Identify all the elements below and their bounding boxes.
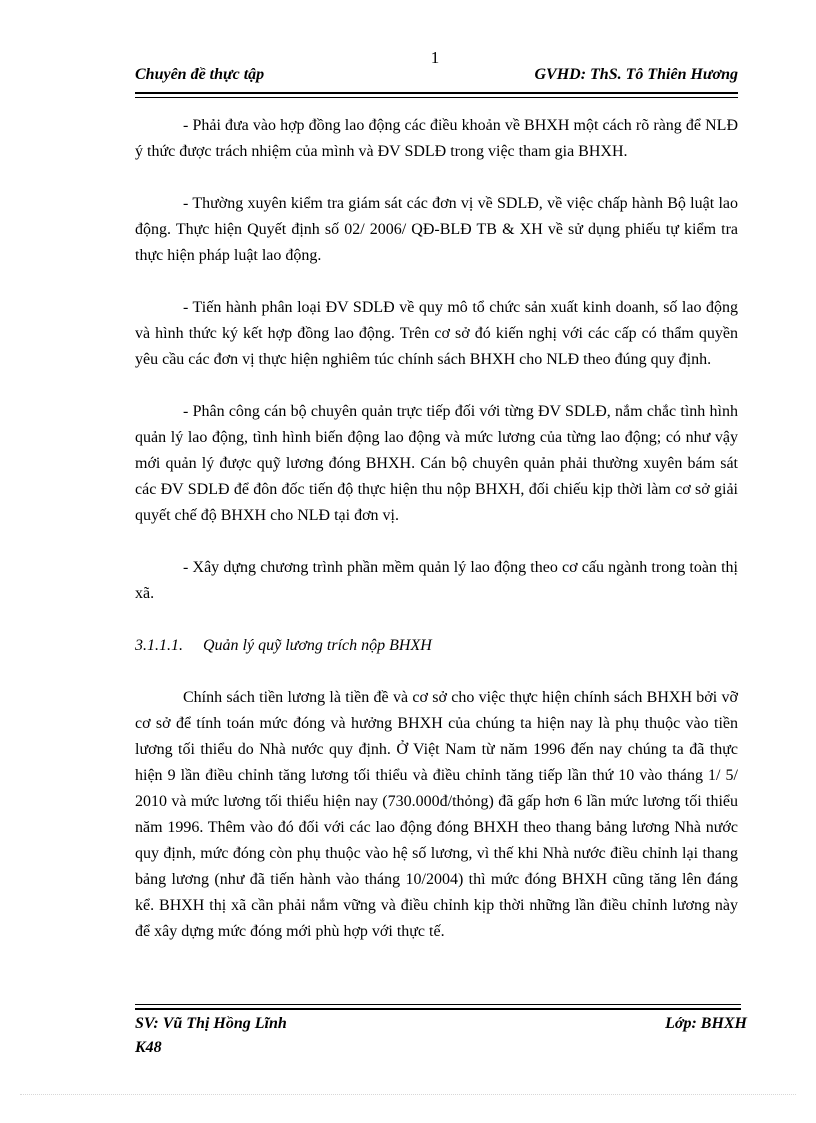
header-divider	[135, 92, 738, 98]
body-paragraph-1: - Phải đưa vào hợp đồng lao động các điều khoản về BHXH một cách rõ ràng để NLĐ ý thức được trách nhiệm của mình và ĐV SDLĐ trong việc tham gia BHXH.	[135, 117, 738, 160]
footer-class: Lớp: BHXH	[665, 1015, 747, 1032]
footer-divider	[135, 1004, 741, 1010]
body-paragraph-2: - Thường xuyên kiểm tra giám sát các đơn vị về SDLĐ, về việc chấp hành Bộ luật lao động. Thực hiện Quyết định số 02/ 2006/ QĐ-BLĐ TB & XH về sử dụng phiếu tự kiểm tra thực hiện pháp luật lao động.	[135, 195, 738, 264]
document-body	[135, 113, 738, 945]
page-number: 1	[430, 48, 440, 67]
page-header	[135, 66, 738, 90]
header-report-title: Chuyên đề thực tập	[135, 66, 265, 83]
page-bottom-border	[20, 1094, 796, 1095]
body-paragraph-3: - Tiến hành phân loại ĐV SDLĐ về quy mô tổ chức sản xuất kinh doanh, số lao động và hình thức ký kết hợp đồng lao động. Trên cơ sở đó kiến nghị với các cấp có thẩm quyền yêu cầu các đơn vị thực hiện nghiêm túc chính sách BHXH cho NLĐ theo đúng quy định.	[135, 299, 738, 368]
section-heading	[135, 633, 738, 659]
page-footer	[135, 1012, 747, 1060]
body-paragraph-4: - Phân công cán bộ chuyên quản trực tiếp đối với từng ĐV SDLĐ, nắm chắc tình hình quản lý lao động, tình hình biến động lao động và mức lương của từng lao động; có như vậy mới quản lý được quỹ lương đóng BHXH. Cán bộ chuyên quản phải thường xuyên bám sát các ĐV SDLĐ để đôn đốc tiến độ thực hiện thu nộp BHXH, đối chiếu kịp thời làm cơ sở giải quyết chế độ BHXH cho NLĐ tại đơn vị.	[135, 403, 738, 524]
header-supervisor: GVHD: ThS. Tô Thiên Hương	[534, 66, 738, 83]
footer-cohort: K48	[135, 1039, 162, 1056]
body-paragraph-6: Chính sách tiền lương là tiền đề và cơ sở cho việc thực hiện chính sách BHXH bởi vỡ cơ sở để tính toán mức đóng và hưởng BHXH của chúng ta hiện nay là phụ thuộc vào tiền lương tối thiểu do Nhà nước quy định. Ở Việt Nam từ năm 1996 đến nay chúng ta đã thực hiện 9 lần điều chỉnh tăng lương tối thiểu và điều chỉnh tăng tiếp lần thứ 10 vào tháng 1/ 5/ 2010 và mức lương tối thiểu hiện nay (730.000đ/thỏng) đã gấp hơn 6 lần mức lương tối thiểu năm 1996. Thêm vào đó đối với các lao động đóng BHXH theo thang bảng lương Nhà nước quy định, mức đóng còn phụ thuộc vào hệ số lương, vì thế khi Nhà nước điều chỉnh lại thang bảng lương (như đã tiến hành vào tháng 10/2004) thì mức đóng BHXH cũng tăng lên đáng kể. BHXH thị xã cần phải nắm vững và điều chỉnh kịp thời những lần điều chỉnh lương này để xây dựng mức đóng mới phù hợp với thực tế.	[135, 689, 738, 940]
section-title: Quản lý quỹ lương trích nộp BHXH	[203, 637, 432, 654]
section-number: 3.1.1.1.	[135, 637, 183, 654]
footer-student-name: SV: Vũ Thị Hồng Lĩnh	[135, 1015, 287, 1032]
body-paragraph-5: - Xây dựng chương trình phần mềm quản lý lao động theo cơ cấu ngành trong toàn thị xã.	[135, 559, 738, 602]
